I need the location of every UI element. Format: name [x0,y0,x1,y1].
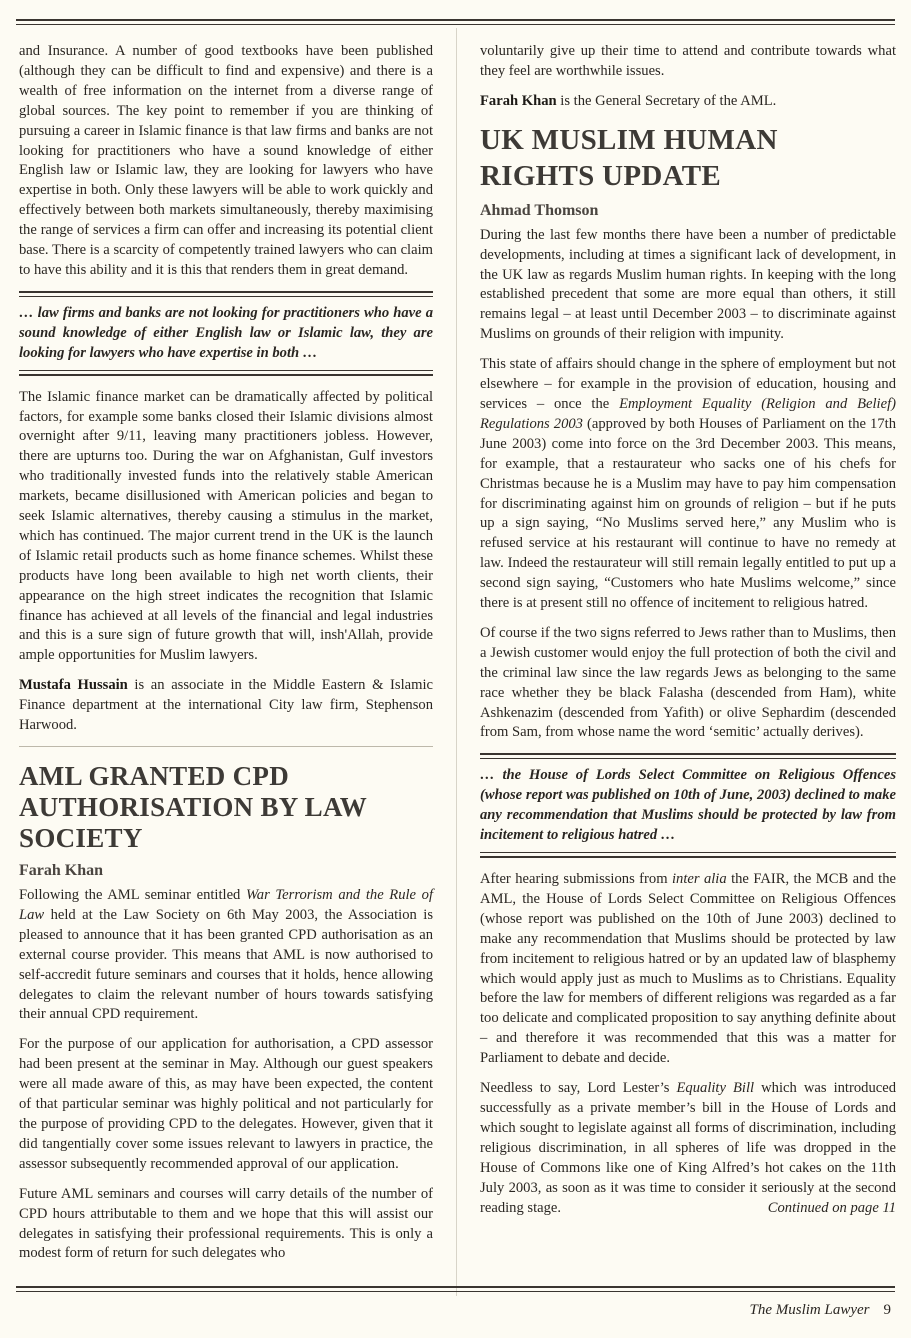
pullquote-right [480,753,896,858]
bill-title: Equality Bill [676,1080,755,1097]
bio-name: Farah Khan [480,92,557,109]
column-divider [456,28,457,1296]
hr-paragraph-3: Of course if the two signs referred to Jews rather than to Muslims, then a Jewish customer would enjoy the full protection of both the civil and the criminal law since the law regards Jews as belonging to the same race whether they be black Falasha (descended from Ham), white Ashkenazim (descended from Yafith) or olive Sephardim (descended from Sam, from whose name the word ‘semitic’ actually derives). [480,624,896,741]
section-divider [19,746,433,747]
pullquote-text: … law firms and banks are not looking for practitioners who have a sound knowledge of either English law or Islamic law, they are looking for lawyers who have expertise in both … [19,304,433,361]
cpd-paragraph-1 [19,886,433,1025]
bottom-rule [16,1286,895,1288]
cpd-paragraph-3: Future AML seminars and courses will carry details of the number of CPD hours attributable to them and we hope that this will assist our delegates in satisfying their professional requirements. This is only a modest form of return for such delegates who [19,1185,433,1262]
text-run: (approved by both Houses of Parliament on the 17th June 2003) come into force on the 3rd December 2003. This means, for example, that a restaurateur who sacks one of his chefs for Christmas because he is a Muslim may have to pay him compensation for discriminating against him on grounds of religion – but if he puts up a sign saying, “No Muslims served here,” any Muslim who is refused service at his restaurant will continue to have no remedy at law. Indeed the restaurateur will still remain legally entitled to put up a second sign saying, “Customers who hate Muslims welcome,” since there is at present still no offence of incitement to religious hatred. [480,415,897,612]
market-paragraph: The Islamic finance market can be dramatically affected by political factors, for example some banks closed their Islamic divisions almost overnight after 9/11, leaving many practitioners jobless. However, there are upturns too. During the war on Afghanistan, Gulf investors who traditionally invested funds into the relatively stable American markets, became disillusioned with American policies and began to seek Islamic alternatives, thereby causing a stimulus in the market, which has continued. The major current trend in the UK is the launch of Islamic retail products such as home finance schemes. Whilst these products have long been available to high net worth clients, their appearance on the high street indicates the recognition that Islamic finance has achieved at all levels of the financial and legal industries and this is a sure sign of future growth that will, insh'Allah, provide ample opportunities for Muslim lawyers. [19,388,433,664]
page-footer [750,1302,892,1319]
bottom-rule-thin [16,1291,895,1292]
cpd-paragraph-2: For the purpose of our application for authorisation, a CPD assessor had been present at the seminar in May. Although our guest speakers were all made aware of this, as may have been expected, the content of that particular seminar was highly political and not particularly for the purpose of providing CPD to the delegates. However, given that it did tangentially cover some issues relevant to lawyers in practice, the assessor subsequently recommended approval of our application. [19,1036,433,1172]
author-bio [480,92,896,112]
bio-text: is an associate in the Middle Eastern & Islamic Finance department at the international City law firm, Stephenson Harwood. [19,677,434,734]
text-run: Following the AML seminar entitled [19,887,246,903]
cpd-byline: Farah Khan [19,862,104,879]
hr-paragraph-1: During the last few months there have been a number of predictable developments, including at times a significant lack of development, in the UK law as regards Muslim human rights. In keeping with the long established precedent that some are more equal than others, it still remains legal – at least until December 2003 – to discriminate against Muslims on grounds of their religion with impunity. [480,226,896,343]
latin-phrase: inter alia [671,871,727,887]
text-run: This state of affairs should change in the sphere of employment but not elsewhere – for example in the provision of education, housing and services – once the [480,356,896,412]
top-rule [16,19,895,21]
bio-text: is the General Secretary of the AML. [556,92,777,109]
page-number: 9 [883,1302,891,1318]
text-run: held at the Law Society on 6th May 2003, the Association is pleased to announce that it has been granted CPD authorisation as an external course provider. This means that AML is now authorised to self-accredit future seminars and courses that it holds, hence allowing delegates to claim the relevant number of hours towards satisfying their annual CPD requirement. [19,906,433,1023]
regulation-title: Employment Equality (Religion and Belief) Regulations 2003 [480,395,896,432]
text-run: After hearing submissions from [480,871,672,887]
text-run: Needless to say, Lord Lester’s [480,1080,677,1097]
right-column [480,42,896,1228]
hr-paragraph-4 [480,870,896,1069]
continued-link[interactable]: Continued on page 11 [767,1199,896,1216]
hr-article-title: UK MUSLIM HUMAN RIGHTS UPDATE [480,123,778,192]
text-run: which was introduced successfully as a private member’s bill in the House of Lords and which sought to legislate against all forms of discrimination, including religious discrimination, in all spheres of life was dropped in the House of Commons like one of King Alfred’s hot cakes on the 11th July 2003, as soon as it was time to consider it seriously at the second reading stage. [480,1080,896,1216]
continued-paragraph: voluntarily give up their time to attend and contribute towards what they feel are worthwhile issues. [480,43,896,79]
top-rule-thin [16,24,895,25]
hr-paragraph-5 [480,1079,896,1218]
cpd-article-title: AML GRANTED CPD AUTHORISATION BY LAW SOCIETY [19,761,367,853]
bio-name: Mustafa Hussain [19,677,128,694]
pullquote-text: … the House of Lords Select Committee on Religious Offences (whose report was published on 10th of June, 2003) declined to make any recommendation that Muslims should be protected by law from incitement to religious hatred … [480,767,896,844]
author-bio [19,676,433,736]
hr-paragraph-2 [480,355,896,614]
hr-byline: Ahmad Thomson [480,201,599,219]
intro-paragraph: and Insurance. A number of good textbooks have been published (although they can be difficult to find and expensive) and there is a wealth of free information on the internet from a diverse range of global sources. The key point to remember if you are thinking of pursuing a career in Islamic finance is that law firms and banks are not looking for practitioners who have a sound knowledge of either English law or Islamic law, they are looking for lawyers who have expertise in both. Only these lawyers will be able to work quickly and effectively between both markets simultaneously, thereby maximising the range of services a firm can offer and increasing its potential client base. There is a scarcity of competently trained lawyers who can claim to have this ability and it is this that renders them in great demand. [19,43,433,278]
publication-name: The Muslim Lawyer [749,1302,870,1318]
text-run: the FAIR, the MCB and the AML, the House of Lords Select Committee on Religious Offences (whose report was published on the 10th of June 2003) declined to make any recommendation that Muslims should be protected by law from incitement to religious hatred or by an updated law of blasphemy which would apply just as much to Muslims as to Christians. Equality before the law for members of different religions was regarded as a far too delicate and complicated proposition to say anything definite about – and therefore it was recommended that this was a matter for Parliament to debate and decide. [480,871,896,1067]
pullquote-left [19,291,433,376]
seminar-title: War Terrorism and the Rule of Law [19,887,434,923]
left-column [19,42,433,1274]
